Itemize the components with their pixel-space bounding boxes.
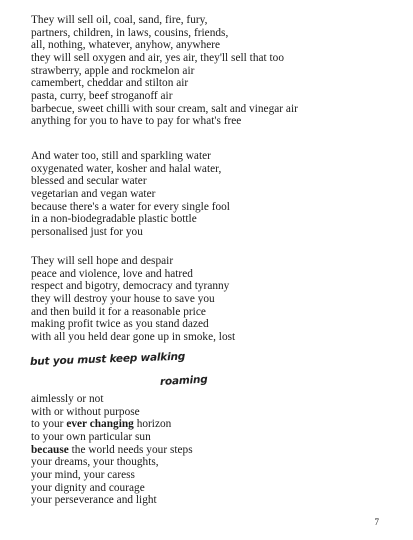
poem-line: camembert, cheddar and stilton air [31, 77, 189, 90]
poem-line: They will sell hope and despair [31, 255, 174, 267]
poem-line: your perseverance and light [31, 494, 157, 507]
poem-line: pasta, curry, beef stroganoff air [31, 89, 173, 102]
poem-line [31, 444, 193, 457]
poem-line: your dignity and courage [31, 481, 145, 494]
stanza-2 [31, 150, 230, 239]
poem-line: strawberry, apple and rockmelon air [31, 64, 195, 77]
handwritten-word: roaming [159, 373, 208, 388]
page-number: 7 [374, 517, 379, 527]
emphasis-text: because [31, 443, 69, 456]
stanza-1 [31, 14, 298, 128]
poem-line: they will sell oxygen and air, yes air, they'll sell that too [31, 51, 285, 64]
poem-line: blessed and secular water [31, 175, 147, 188]
poem-line: and then build it for a reasonable price [31, 305, 206, 318]
line-text: horizon [133, 418, 172, 431]
poem-line: partners, children, in laws, cousins, friends, [31, 26, 229, 39]
poem-line: oxygenated water, kosher and halal water, [31, 162, 222, 175]
stanza-4 [31, 393, 193, 507]
poem-line: They will sell oil, coal, sand, fire, fury, [31, 14, 208, 26]
poem-line: all, nothing, whatever, anyhow, anywhere [31, 39, 221, 52]
poem-line: barbecue, sweet chilli with sour cream, salt and vinegar air [31, 102, 298, 115]
poem-line: your dreams, your thoughts, [31, 456, 159, 469]
stanza-3 [31, 255, 235, 344]
handwritten-line: but you must keep walking [29, 350, 186, 368]
poem-line: making profit twice as you stand dazed [31, 318, 209, 331]
poem-line: your mind, your caress [31, 468, 135, 481]
poem-line: they will destroy your house to save you [31, 292, 215, 305]
line-text: the world needs your steps [68, 443, 193, 456]
poem-line: aimlessly or not [31, 393, 104, 405]
emphasis-text: ever changing [66, 418, 134, 431]
line-text: to your [31, 418, 67, 431]
poem-line [31, 418, 193, 431]
poem-line: peace and violence, love and hatred [31, 267, 193, 280]
poem-line: with all you held dear gone up in smoke, lost [31, 330, 236, 343]
poem-line: because there's a water for every single fool [31, 200, 230, 213]
poem-line: to your own particular sun [31, 430, 151, 443]
poem-line: in a non-biodegradable plastic bottle [31, 213, 197, 226]
poem-line: vegetarian and vegan water [31, 187, 156, 200]
poem-line: And water too, still and sparkling water [31, 150, 211, 162]
poem-line: with or without purpose [31, 405, 140, 418]
poem-line: personalised just for you [31, 225, 143, 238]
poem-line: anything for you to have to pay for what's free [31, 115, 242, 128]
poem-line: respect and bigotry, democracy and tyranny [31, 280, 230, 293]
